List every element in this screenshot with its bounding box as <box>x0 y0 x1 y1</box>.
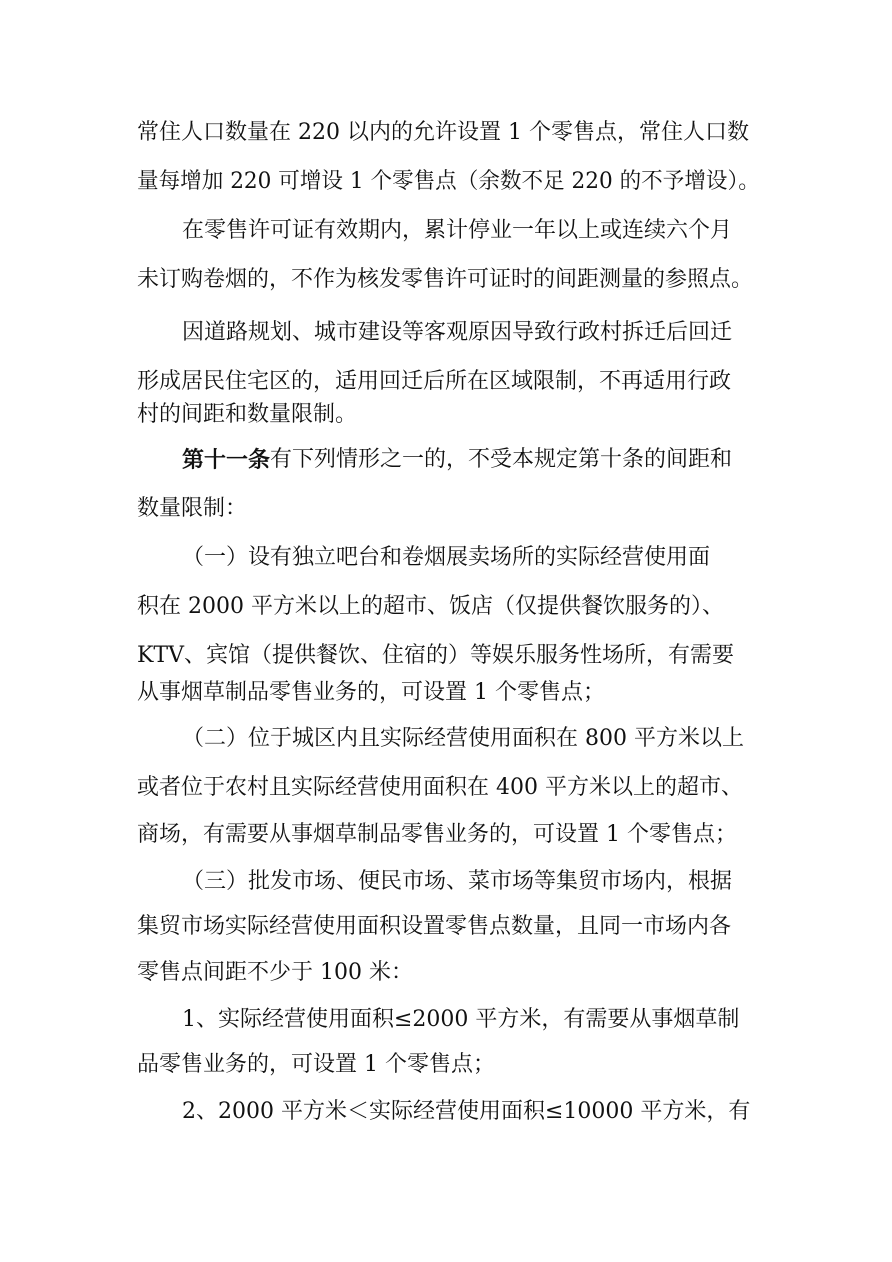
line-text: 有下列情形之一的，不受本规定第十条的间距和 <box>270 447 733 472</box>
text-line <box>0 768 892 808</box>
text-line <box>0 587 892 627</box>
line-text: 因道路规划、城市建设等客观原因导致行政村拆迁后回迁 <box>182 320 733 345</box>
line-text: 从事烟草制品零售业务的，可设置 1 个零售点； <box>137 680 605 705</box>
line-text: 1、实际经营使用面积≤2000 平方米，有需要从事烟草制 <box>182 1007 740 1032</box>
text-line <box>0 489 892 529</box>
line-text: 在零售许可证有效期内，累计停业一年以上或连续六个月 <box>182 218 733 243</box>
text-line <box>0 673 892 713</box>
text-line <box>0 113 892 153</box>
text-line <box>0 1045 892 1085</box>
text-line <box>0 953 892 993</box>
text-line <box>0 1092 892 1132</box>
line-text: （三）批发市场、便民市场、菜市场等集贸市场内，根据 <box>182 869 733 894</box>
text-line <box>0 719 892 759</box>
line-text: 量每增加 220 可增设 1 个零售点（余数不足 220 的不予增设）。 <box>137 169 760 194</box>
text-line <box>0 313 892 353</box>
text-line <box>0 862 892 902</box>
line-text: 常住人口数量在 220 以内的允许设置 1 个零售点，常住人口数 <box>137 120 749 145</box>
text-line <box>0 440 892 480</box>
line-text: 零售点间距不少于 100 米： <box>137 960 413 985</box>
line-text: 积在 2000 平方米以上的超市、饭店（仅提供餐饮服务的）、 <box>137 594 724 619</box>
line-text: 形成居民住宅区的，适用回迁后所在区域限制，不再适用行政 <box>137 369 732 394</box>
text-line <box>0 538 892 578</box>
line-text: 品零售业务的，可设置 1 个零售点； <box>137 1052 495 1077</box>
text-line <box>0 211 892 251</box>
line-text: （一）设有独立吧台和卷烟展卖场所的实际经营使用面 <box>182 545 711 570</box>
text-line <box>0 260 892 300</box>
line-text: 村的间距和数量限制。 <box>137 402 358 427</box>
line-text: 集贸市场实际经营使用面积设置零售点数量，且同一市场内各 <box>137 914 732 939</box>
text-line <box>0 907 892 947</box>
text-line <box>0 636 892 676</box>
article-heading: 第十一条 <box>182 447 271 473</box>
text-line <box>0 815 892 855</box>
text-line <box>0 1000 892 1040</box>
line-text: 商场，有需要从事烟草制品零售业务的，可设置 1 个零售点； <box>137 822 737 847</box>
line-text: 未订购卷烟的，不作为核发零售许可证时的间距测量的参照点。 <box>137 267 754 292</box>
line-text: 数量限制： <box>137 496 248 521</box>
line-text: 2、2000 平方米＜实际经营使用面积≤10000 平方米，有 <box>182 1099 751 1124</box>
text-line <box>0 162 892 202</box>
line-text: （二）位于城区内且实际经营使用面积在 800 平方米以上 <box>182 726 744 751</box>
text-line <box>0 395 892 435</box>
line-text: 或者位于农村且实际经营使用面积在 400 平方米以上的超市、 <box>137 775 743 800</box>
line-text: KTV、宾馆（提供餐饮、住宿的）等娱乐服务性场所，有需要 <box>137 643 734 668</box>
